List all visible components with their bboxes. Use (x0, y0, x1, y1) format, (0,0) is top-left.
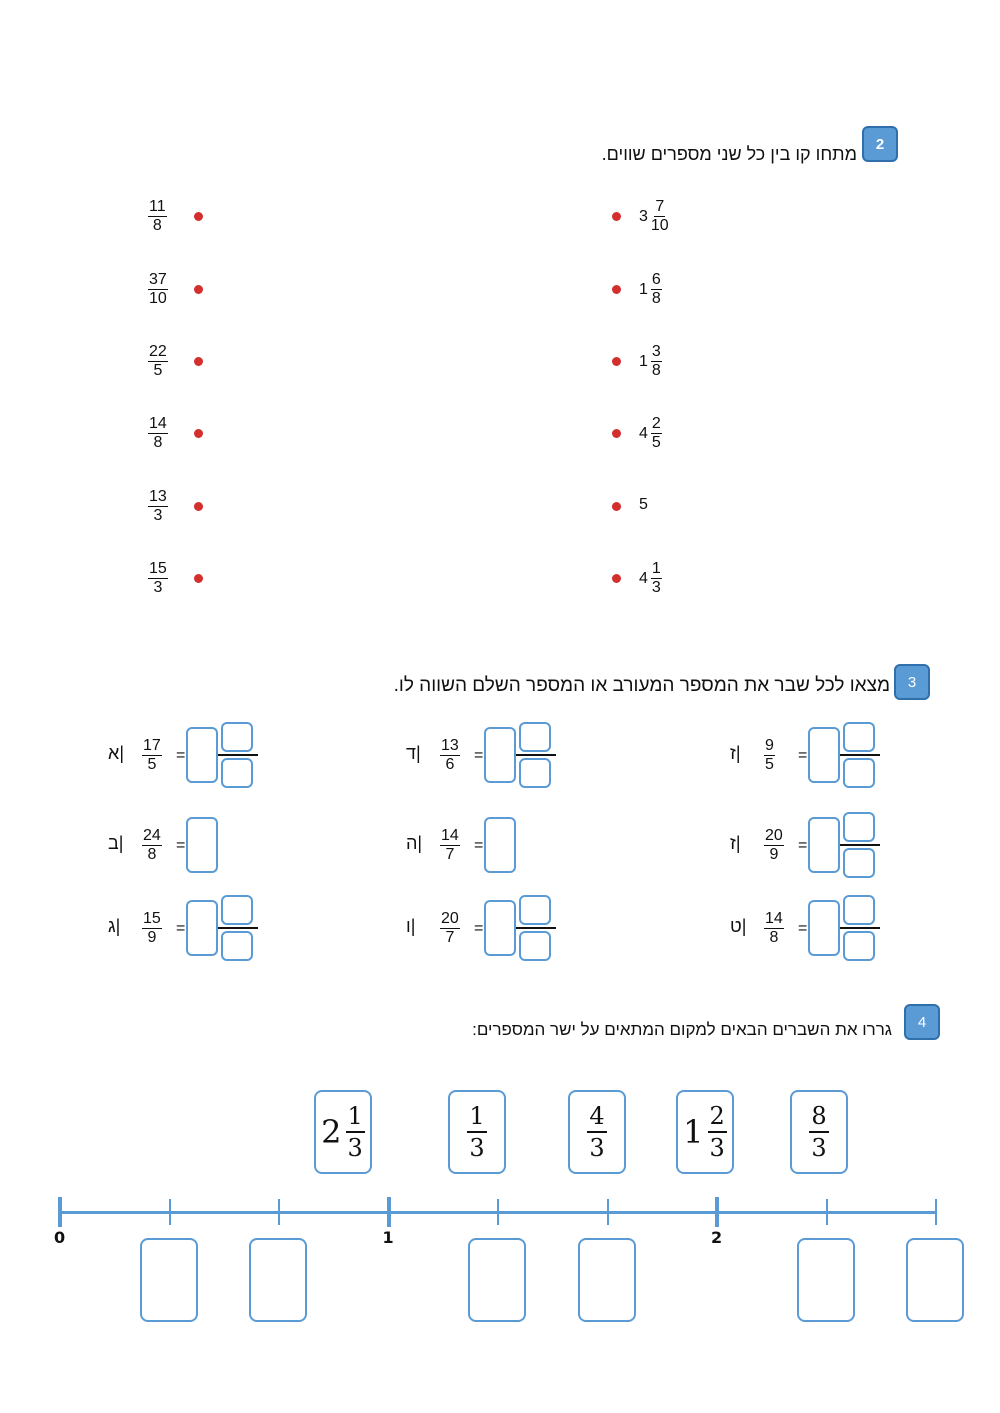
fraction-bar (218, 754, 258, 756)
denominator: 10 (650, 217, 669, 234)
equals-sign: = (474, 747, 484, 764)
denominator: 8 (147, 846, 157, 863)
fraction-bar (516, 754, 556, 756)
given-fraction (764, 910, 784, 947)
denominator-answer-box[interactable] (843, 758, 875, 788)
denominator: 7 (445, 846, 455, 863)
card-numerator: 4 (587, 1101, 606, 1133)
numerator: 2 (651, 415, 661, 432)
numerator: 15 (143, 910, 161, 927)
number-line-tick (58, 1197, 62, 1227)
drop-zone[interactable] (578, 1238, 636, 1322)
fraction-bar (218, 927, 258, 929)
given-fraction (764, 827, 784, 864)
fraction-card[interactable] (314, 1090, 372, 1174)
denominator: 8 (651, 362, 661, 379)
numerator-answer-box[interactable] (221, 895, 253, 925)
denominator: 3 (153, 507, 163, 524)
card-numerator: 1 (467, 1101, 486, 1133)
given-fraction (764, 737, 775, 774)
number-line-label: 2 (711, 1228, 723, 1247)
denominator: 7 (445, 929, 455, 946)
whole-answer-box[interactable] (484, 817, 516, 873)
numerator: 9 (765, 737, 774, 754)
given-fraction (440, 827, 460, 864)
denominator: 5 (147, 756, 157, 773)
whole-answer-box[interactable] (186, 817, 218, 873)
equals-sign: = (474, 920, 484, 937)
number-line-tick (387, 1197, 391, 1227)
item-letter: א| (108, 743, 124, 763)
denominator-answer-box[interactable] (221, 758, 253, 788)
numerator-answer-box[interactable] (843, 895, 875, 925)
item-letter: ד| (406, 743, 421, 763)
drop-zone[interactable] (249, 1238, 307, 1322)
numerator: 3 (651, 343, 661, 360)
section-2-instruction: מתחו קו בין כל שני מספרים שווים. (601, 144, 857, 164)
card-whole: 1 (683, 1113, 704, 1151)
numerator: 11 (149, 198, 166, 215)
denominator: 8 (769, 929, 779, 946)
number-line-tick (715, 1197, 719, 1227)
numerator: 7 (655, 198, 665, 215)
denominator: 5 (765, 756, 774, 773)
equals-sign: = (798, 920, 808, 937)
card-numerator: 1 (346, 1101, 365, 1133)
whole-answer-box[interactable] (808, 727, 840, 783)
number-line-tick (278, 1199, 280, 1225)
whole-answer-box[interactable] (186, 727, 218, 783)
whole-answer-box[interactable] (808, 900, 840, 956)
left-fraction (148, 560, 168, 597)
denominator: 8 (153, 434, 163, 451)
whole-part: 1 (639, 280, 648, 298)
numerator: 14 (765, 910, 783, 927)
drop-zone[interactable] (797, 1238, 855, 1322)
numerator: 13 (441, 737, 459, 754)
fraction-card[interactable] (790, 1090, 848, 1174)
denominator: 3 (153, 579, 163, 596)
fraction-part (651, 271, 662, 308)
drop-zone[interactable] (140, 1238, 198, 1322)
fraction-part (651, 198, 669, 235)
given-fraction (142, 737, 162, 774)
denominator: 9 (769, 846, 779, 863)
given-fraction (440, 910, 460, 947)
item-letter: ז| (730, 743, 741, 763)
fraction-bar (840, 844, 880, 846)
fraction-bar (516, 927, 556, 929)
card-numerator: 8 (809, 1101, 828, 1133)
denominator: 6 (445, 756, 455, 773)
equals-sign: = (798, 837, 808, 854)
drop-zone[interactable] (468, 1238, 526, 1322)
equals-sign: = (176, 920, 186, 937)
numerator-answer-box[interactable] (221, 722, 253, 752)
card-fraction (708, 1101, 727, 1163)
card-denominator: 3 (347, 1134, 363, 1162)
number-line-tick (935, 1199, 937, 1225)
number-line-tick (169, 1199, 171, 1225)
whole-part: 4 (639, 569, 648, 587)
denominator-answer-box[interactable] (519, 758, 551, 788)
left-fraction (148, 271, 168, 308)
whole-part: 1 (639, 352, 648, 370)
fraction-part (651, 560, 662, 597)
fraction-bar (840, 754, 880, 756)
right-match-dot[interactable] (612, 212, 621, 221)
left-fraction (148, 343, 168, 380)
card-denominator: 3 (469, 1134, 485, 1162)
denominator: 5 (651, 434, 661, 451)
item-letter: ה| (406, 833, 423, 853)
denominator: 3 (651, 579, 661, 596)
left-match-dot[interactable] (194, 502, 203, 511)
equals-sign: = (798, 747, 808, 764)
denominator-answer-box[interactable] (843, 848, 875, 878)
right-mixed-number (639, 343, 662, 380)
numerator-answer-box[interactable] (843, 812, 875, 842)
numerator: 20 (765, 827, 783, 844)
right-mixed-number (639, 415, 662, 452)
denominator-answer-box[interactable] (843, 931, 875, 961)
item-letter: ב| (108, 833, 124, 853)
right-mixed-number (639, 271, 662, 308)
fraction-bar (840, 927, 880, 929)
right-mixed-number (639, 496, 648, 514)
fraction-card[interactable] (676, 1090, 734, 1174)
item-letter: ג| (108, 916, 121, 936)
left-fraction (148, 198, 167, 235)
numerator: 6 (651, 271, 661, 288)
denominator: 9 (147, 929, 157, 946)
right-match-dot[interactable] (612, 502, 621, 511)
fraction-card[interactable] (448, 1090, 506, 1174)
right-mixed-number (639, 560, 662, 597)
denominator-answer-box[interactable] (519, 931, 551, 961)
numerator: 37 (149, 271, 167, 288)
left-match-dot[interactable] (194, 574, 203, 583)
numerator-answer-box[interactable] (519, 722, 551, 752)
left-match-dot[interactable] (194, 429, 203, 438)
equals-sign: = (176, 837, 186, 854)
card-whole: 2 (321, 1113, 342, 1151)
whole-part: 4 (639, 424, 648, 442)
card-denominator: 3 (811, 1134, 827, 1162)
numerator: 1 (651, 560, 661, 577)
card-numerator: 2 (708, 1101, 727, 1133)
denominator-answer-box[interactable] (221, 931, 253, 961)
section-4-instruction: גררו את השברים הבאים למקום המתאים על ישר המספרים: (472, 1020, 892, 1039)
card-fraction (467, 1101, 486, 1163)
numerator: 24 (143, 827, 161, 844)
number-line-tick (497, 1199, 499, 1225)
numerator: 22 (149, 343, 167, 360)
left-match-dot[interactable] (194, 212, 203, 221)
fraction-part (651, 415, 662, 452)
number-line-tick (826, 1199, 828, 1225)
numerator: 14 (149, 415, 167, 432)
whole-answer-box[interactable] (186, 900, 218, 956)
whole-answer-box[interactable] (484, 900, 516, 956)
fraction-part (651, 343, 662, 380)
number-line-label: 1 (382, 1228, 394, 1247)
section-3-instruction: מצאו לכל שבר את המספר המעורב או המספר השלם השווה לו. (393, 675, 890, 696)
given-fraction (142, 827, 162, 864)
numerator: 20 (441, 910, 459, 927)
numerator: 14 (441, 827, 459, 844)
denominator: 8 (152, 217, 162, 234)
numerator: 17 (143, 737, 161, 754)
card-fraction (809, 1101, 828, 1163)
drop-zone[interactable] (906, 1238, 964, 1322)
right-mixed-number (639, 198, 669, 235)
left-match-dot[interactable] (194, 357, 203, 366)
number-line-label: 0 (54, 1228, 66, 1247)
denominator: 8 (651, 290, 661, 307)
right-match-dot[interactable] (612, 574, 621, 583)
left-match-dot[interactable] (194, 285, 203, 294)
item-letter: ו| (406, 916, 416, 936)
numerator-answer-box[interactable] (519, 895, 551, 925)
numerator: 15 (149, 560, 167, 577)
left-fraction (148, 488, 168, 525)
fraction-card[interactable] (568, 1090, 626, 1174)
right-match-dot[interactable] (612, 429, 621, 438)
section-3-badge: 3 (894, 664, 930, 700)
card-fraction (587, 1101, 606, 1163)
whole-part: 5 (639, 496, 648, 513)
given-fraction (440, 737, 460, 774)
denominator: 5 (153, 362, 163, 379)
left-fraction (148, 415, 168, 452)
item-letter: ז| (730, 833, 741, 853)
denominator: 10 (149, 290, 167, 307)
card-denominator: 3 (709, 1134, 725, 1162)
item-letter: ט| (730, 916, 747, 936)
whole-answer-box[interactable] (484, 727, 516, 783)
given-fraction (142, 910, 162, 947)
numerator: 13 (149, 488, 167, 505)
right-match-dot[interactable] (612, 357, 621, 366)
section-2-badge: 2 (862, 126, 898, 162)
equals-sign: = (176, 747, 186, 764)
right-match-dot[interactable] (612, 285, 621, 294)
numerator-answer-box[interactable] (843, 722, 875, 752)
equals-sign: = (474, 837, 484, 854)
section-4-badge: 4 (904, 1004, 940, 1040)
whole-part: 3 (639, 207, 648, 225)
whole-answer-box[interactable] (808, 817, 840, 873)
card-denominator: 3 (589, 1134, 605, 1162)
card-fraction (346, 1101, 365, 1163)
number-line-tick (607, 1199, 609, 1225)
